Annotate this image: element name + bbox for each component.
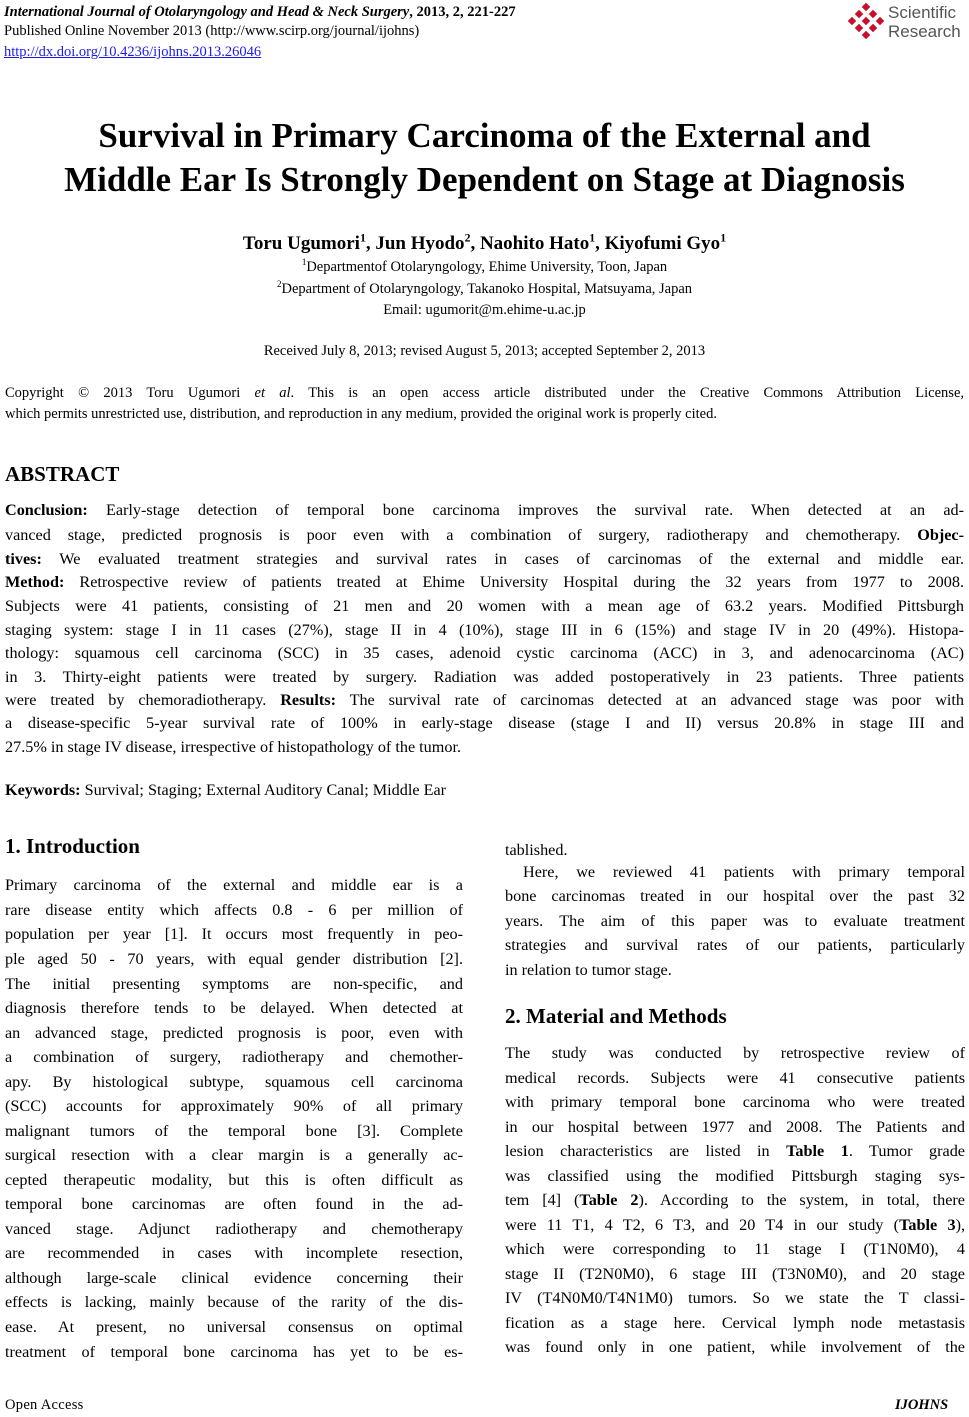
body-text: . Tumor grade — [848, 1142, 965, 1160]
abstract-text: Early-stage detection of temporal bone carcinoma improves the survival rate. When detected at an ad- — [87, 501, 964, 519]
journal-name: International Journal of Otolaryngology and Head & Neck Surgery — [4, 4, 410, 20]
body-text: lesion characteristics are listed in — [505, 1142, 787, 1160]
body-line: stage II (T2N0M0), 6 stage III (T3N0M0), and 20 stage — [505, 1265, 965, 1283]
abstract-text: Retrospective review of patients treated at Ehime University Hospital during the 32 years from 1977 to 2008. — [64, 573, 964, 591]
abstract-line — [5, 572, 964, 593]
received-dates: Received July 8, 2013; revised August 5, 2013; accepted September 2, 2013 — [263, 343, 706, 359]
body-line: malignant tumors of the temporal bone [3]. Complete — [5, 1122, 463, 1140]
abstract-label-conclusion: Conclusion: — [5, 501, 88, 519]
body-line: fication as a stage here. Cervical lymph node metastasis — [505, 1314, 965, 1332]
author-affiliation-mark: 1 — [359, 231, 366, 245]
abstract-text: were treated by chemoradiotherapy. — [5, 691, 281, 709]
body-line — [505, 1190, 965, 1211]
abstract-line — [5, 549, 964, 570]
body-line: (SCC) accounts for approximately 90% of all primary — [5, 1097, 463, 1115]
abstract-line: 27.5% in stage IV disease, irrespective of histopathology of the tumor. — [5, 738, 461, 756]
abstract-line: Subjects were 41 patients, consisting of 21 men and 20 women with a mean age of 63.2 years. Modified Pittsburgh — [5, 597, 964, 615]
abstract-line: in 3. Thirty-eight patients were treated by surgery. Radiation was added postoperatively in 23 patients. Three patients — [5, 668, 964, 686]
body-line: surgical resection with a clear margin is a generally ac- — [5, 1146, 463, 1164]
body-line: population per year [1]. It occurs most frequently in peo- — [5, 925, 463, 943]
table-reference: Table 2 — [579, 1191, 639, 1209]
copyright-etal: et al — [254, 385, 291, 401]
author-name: Jun Hyodo — [375, 233, 465, 254]
body-line: IV (T4N0M0/T4N1M0) tumors. So we state the T classi- — [505, 1289, 965, 1307]
abstract-label-objectives: tives: — [5, 550, 42, 568]
author-name: Toru Ugumori — [242, 233, 360, 254]
affiliation-text: Departmentof Otolaryngology, Ehime University, Toon, Japan — [306, 259, 668, 275]
table-reference: Table 1 — [786, 1142, 849, 1160]
body-line: tablished. — [505, 841, 568, 859]
body-line: rare disease entity which affects 0.8 - 6 per million of — [5, 901, 463, 919]
author-affiliation-mark: 1 — [589, 231, 596, 245]
abstract-label-results: Results: — [280, 691, 336, 709]
copyright-line-2: which permits unrestricted use, distribution, and reproduction in any medium, provided the original work is properly cited. — [5, 406, 717, 422]
abstract-line: staging system: stage I in 11 cases (27%), stage II in 4 (10%), stage III in 6 (15%) and stage IV in 20 (49%). Histopa- — [5, 621, 964, 639]
abstract-line: a disease-specific 5-year survival rate of 100% in early-stage disease (stage I and II) versus 20.8% in stage III and — [5, 714, 964, 732]
body-line: ple aged 50 - 70 years, with equal gender distribution [2]. — [5, 950, 463, 968]
affiliation-mark: 1 — [301, 257, 307, 268]
publisher-logo-icon — [848, 2, 884, 42]
journal-citation — [4, 2, 516, 22]
body-line: in our hospital between 1977 and 2008. The Patients and — [505, 1118, 965, 1136]
abstract-label-objectives: Objec- — [917, 526, 964, 544]
author-name: Kiyofumi Gyo — [604, 233, 721, 254]
body-line: temporal bone carcinomas are often found in the ad- — [5, 1195, 463, 1213]
body-line: a combination of surgery, radiotherapy and chemother- — [5, 1048, 463, 1066]
body-line: in relation to tumor stage. — [505, 961, 672, 979]
body-line: The initial presenting symptoms are non-specific, and — [5, 975, 463, 993]
logo-word-2: Research — [888, 22, 961, 41]
body-text: ), — [955, 1216, 965, 1234]
keywords-label: Keywords: — [5, 781, 81, 799]
body-line: which were corresponding to 11 stage I (T1N0M0), 4 — [505, 1240, 965, 1258]
author-name: Naohito Hato — [479, 233, 590, 254]
author-affiliation-mark: 2 — [464, 231, 471, 245]
title-line-2: Middle Ear Is Strongly Dependent on Stage at Diagnosis — [64, 160, 905, 199]
affiliation-2 — [0, 281, 969, 298]
abstract-text: We evaluated treatment strategies and survival rates in cases of carcinomas of the external and middle ear. — [41, 550, 964, 568]
title-line-1: Survival in Primary Carcinoma of the External and — [98, 116, 871, 155]
doi-link[interactable]: http://dx.doi.org/10.4236/ijohns.2013.26046 — [4, 44, 262, 60]
body-line: although large-scale clinical evidence concerning their — [5, 1269, 463, 1287]
journal-ref: , 2013, 2, 221-227 — [409, 4, 516, 20]
author-list: Toru Ugumori$^1$, Jun Hyodo$^2$, Naohito Hato$^1$, Kiyofumi Gyo$^1$ — [242, 231, 727, 254]
section-heading-introduction: 1. Introduction — [5, 834, 140, 858]
affiliation-1 — [0, 259, 969, 276]
body-line: was found only in one patient, while involvement of the — [505, 1338, 965, 1356]
body-line: effects is lacking, mainly because of the rarity of the dis- — [5, 1293, 463, 1311]
published-line: Published Online November 2013 (http://www.scirp.org/journal/ijohns) — [4, 23, 420, 39]
body-line: with primary temporal bone carcinoma who were treated — [505, 1093, 965, 1111]
body-line: medical records. Subjects were 41 consecutive patients — [505, 1069, 965, 1087]
abstract-line — [5, 500, 964, 521]
abstract-label-method: Method: — [5, 573, 65, 591]
body-line: Primary carcinoma of the external and middle ear is a — [5, 876, 463, 894]
body-line: Here, we reviewed 41 patients with primary temporal — [523, 863, 965, 881]
author-affiliation-mark: 1 — [720, 231, 727, 245]
footer-open-access: Open Access — [5, 1397, 84, 1413]
paper-title — [0, 114, 969, 202]
body-line: bone carcinomas treated in our hospital over the past 32 — [505, 887, 965, 905]
body-line: was classified using the modified Pittsburgh staging sys- — [505, 1167, 965, 1185]
keywords — [5, 780, 964, 801]
table-reference: Table 3 — [899, 1216, 956, 1234]
body-line: vanced stage. Adjunct radiotherapy and chemotherapy — [5, 1220, 463, 1238]
body-text: were 11 T1, 4 T2, 6 T3, and 20 T4 in our study ( — [505, 1216, 900, 1234]
body-text: tem [4] ( — [505, 1191, 580, 1209]
abstract-text: The survival rate of carcinomas detected at an advanced stage was poor with — [335, 691, 964, 709]
logo-word-1: Scientific — [888, 3, 957, 22]
abstract-line — [5, 690, 964, 711]
affiliation-mark: 2 — [276, 279, 282, 290]
abstract-heading: ABSTRACT — [5, 462, 120, 486]
keywords-text: Survival; Staging; External Auditory Canal; Middle Ear — [80, 781, 447, 799]
scientific-research-logo — [848, 2, 968, 42]
abstract-text: vanced stage, predicted prognosis is poor even with a combination of surgery, radiotherapy and chemotherapy. — [5, 526, 918, 544]
corresponding-email: Email: ugumorit@m.ehime-u.ac.jp — [383, 302, 586, 318]
body-line: treatment of temporal bone carcinoma has yet to be es- — [5, 1343, 463, 1361]
body-line — [505, 1215, 965, 1236]
body-line — [505, 1141, 965, 1162]
body-line: ease. At present, no universal consensus on optimal — [5, 1318, 463, 1336]
body-line: The study was conducted by retrospective review of — [505, 1044, 965, 1062]
footer-journal-abbrev: IJOHNS — [895, 1397, 949, 1413]
body-line: an advanced stage, predicted prognosis is poor, even with — [5, 1024, 463, 1042]
body-line: diagnosis therefore tends to be delayed. When detected at — [5, 999, 463, 1017]
copyright-text: . This is an open access article distributed under the Creative Commons Attribution License, — [290, 385, 964, 401]
body-line: strategies and survival rates of our patients, particularly — [505, 936, 965, 954]
affiliation-text: Department of Otolaryngology, Takanoko Hospital, Matsuyama, Japan — [281, 281, 693, 297]
body-line: are recommended in cases with incomplete resection, — [5, 1244, 463, 1262]
section-heading-methods: 2. Material and Methods — [505, 1004, 727, 1028]
body-line: years. The aim of this paper was to evaluate treatment — [505, 912, 965, 930]
body-line: apy. By histological subtype, squamous cell carcinoma — [5, 1073, 463, 1091]
abstract-line: thology: squamous cell carcinoma (SCC) in 35 cases, adenoid cystic carcinoma (ACC) in 3, and adenocarcinoma (AC) — [5, 644, 964, 662]
body-text: ). According to the system, in total, there — [638, 1191, 965, 1209]
copyright-text: Copyright © 2013 Toru Ugumori — [5, 385, 255, 401]
copyright-line-1 — [5, 383, 964, 404]
body-line: cepted therapeutic modality, but this is often difficult as — [5, 1171, 463, 1189]
abstract-line — [5, 525, 964, 546]
